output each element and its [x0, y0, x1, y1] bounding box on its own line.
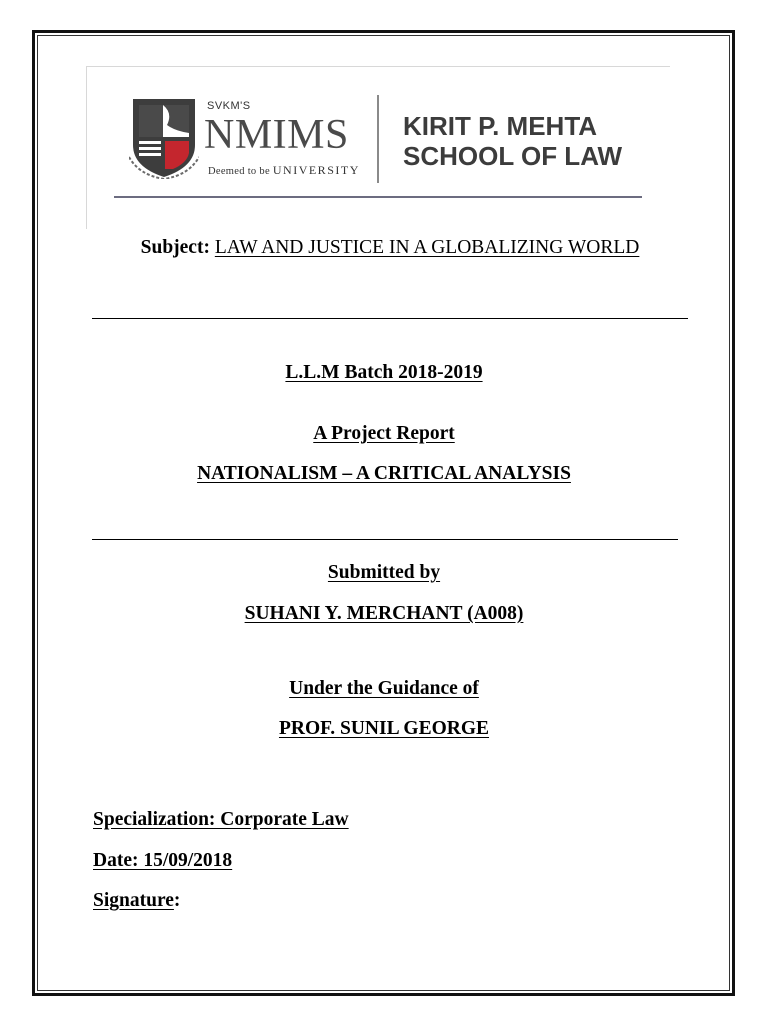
school-name-line1: KIRIT P. MEHTA [403, 111, 598, 141]
date-text: Date: 15/09/2018 [93, 850, 233, 871]
logo-underline [114, 196, 642, 198]
subject-value: LAW AND JUSTICE IN A GLOBALIZING WORLD [214, 237, 640, 258]
svkm-text: SVKM'S [207, 100, 251, 112]
deemed-university: UNIVERSITY [272, 163, 360, 177]
divider-middle [92, 539, 678, 540]
subject-heading [92, 234, 688, 262]
report-type: A Project Report [313, 423, 455, 444]
signature-colon: : [173, 890, 181, 911]
divider-top [92, 318, 688, 319]
school-name-line2: SCHOOL OF LAW [403, 141, 623, 171]
signature-label: Signature [93, 890, 174, 911]
guidance-label: Under the Guidance of [289, 678, 479, 699]
university-logo-banner [86, 66, 670, 229]
deemed-prefix: Deemed to be [208, 166, 270, 177]
batch-text: L.L.M Batch 2018-2019 [285, 362, 483, 383]
school-name [403, 111, 622, 171]
deemed-university-text [208, 163, 360, 178]
nmims-crest-icon [129, 97, 199, 179]
subject-label: Subject: [140, 237, 210, 258]
specialization-text: Specialization: Corporate Law [93, 809, 349, 830]
guide-name: PROF. SUNIL GEORGE [278, 718, 490, 739]
report-title: NATIONALISM – A CRITICAL ANALYSIS [197, 463, 571, 484]
signature-field [93, 890, 180, 912]
student-name: SUHANI Y. MERCHANT (A008) [244, 603, 524, 624]
nmims-wordmark: NMIMS [204, 112, 349, 158]
submitted-by-label: Submitted by [327, 562, 441, 583]
logo-divider [377, 95, 379, 183]
